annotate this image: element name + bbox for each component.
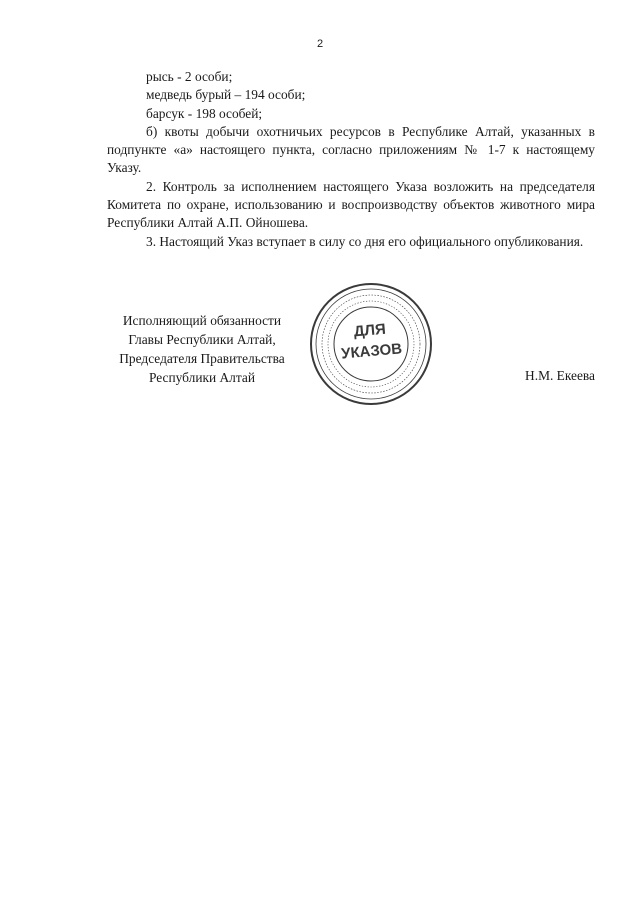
signatory-title: [107, 311, 297, 387]
signatory-line: Республики Алтай: [148, 370, 255, 385]
quota-item-lynx: рысь - 2 особи;: [146, 69, 233, 84]
stamp-text-line2: УКАЗОВ: [340, 340, 403, 363]
signatory-name: Н.М. Екеева: [525, 368, 595, 383]
stamp-text-line1: ДЛЯ: [353, 320, 387, 341]
signatory-line: Исполняющий обязанности: [122, 313, 282, 328]
quota-item-brown-bear: медведь бурый – 194 особи;: [146, 87, 306, 103]
official-seal-stamp: [309, 282, 433, 406]
clause-3-effective-date: 3. Настоящий Указ вступает в силу со дня его официального опубликования.: [146, 233, 584, 249]
clause-2-control: 2. Контроль за исполнением настоящего Указа возложить на председателя Комитета по охране, использованию и воспроизводству объектов животного мира Республики Алтай А.П. Ойношева.: [107, 178, 595, 231]
decree-body: [107, 68, 595, 251]
signatory-line: Главы Республики Алтай,: [128, 332, 276, 347]
page-number: 2: [316, 38, 324, 50]
quota-item-badger: барсук - 198 особей;: [146, 105, 263, 121]
signatory-line: Председателя Правительства: [119, 351, 285, 366]
clause-b-quotas: б) квоты добычи охотничьих ресурсов в Республике Алтай, указанных в подпункте «а» настоящего пункта, согласно приложениям № 1-7 к настоящему Указу.: [107, 123, 595, 176]
